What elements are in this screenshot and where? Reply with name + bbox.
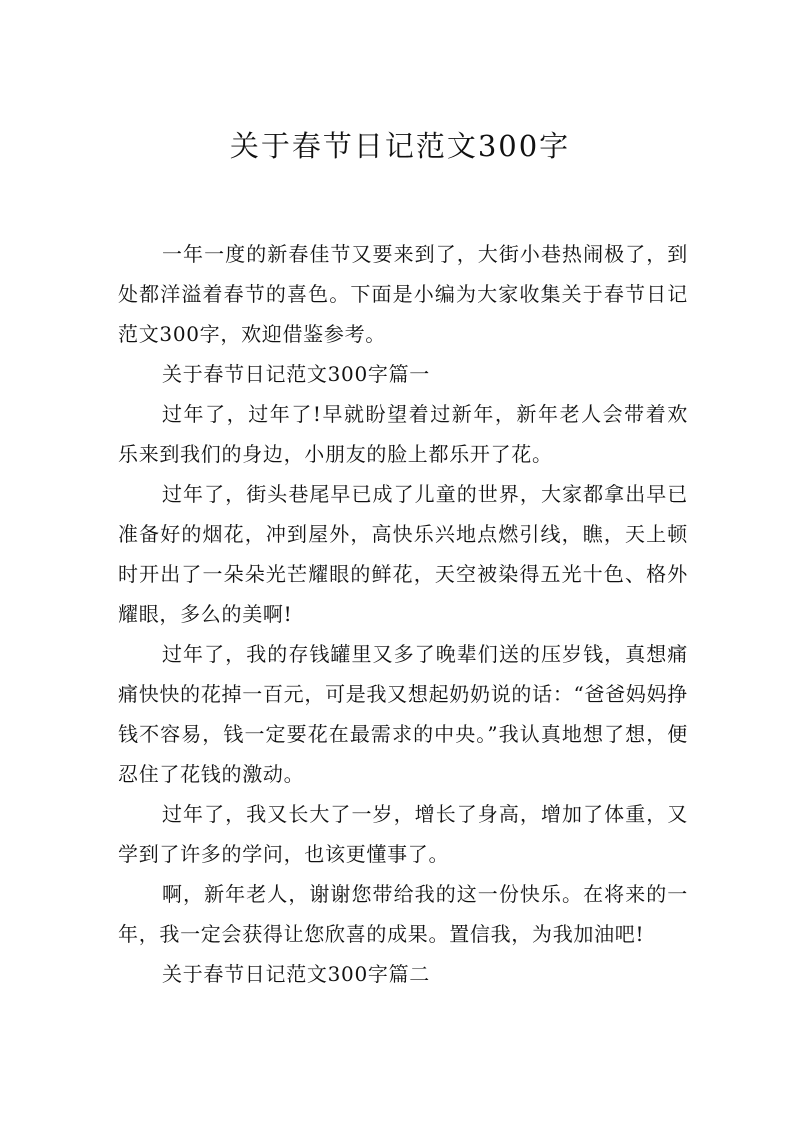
body-paragraph: 过年了，我的存钱罐里又多了晚辈们送的压岁钱，真想痛痛快快的花掉一百元，可是我又想起奶奶说的话：“爸爸妈妈挣钱不容易，钱一定要花在最需求的中央。”我认真地想了想，便忍住了花钱的激动。 [118, 642, 688, 786]
section-heading-2: 关于春节日记范文300字篇二 [162, 962, 430, 986]
document-title: 关于春节日记范文300字 [229, 129, 571, 163]
body-paragraph: 啊，新年老人，谢谢您带给我的这一份快乐。在将来的一年，我一定会获得让您欣喜的成果。置信我，为我加油吧! [118, 882, 688, 946]
section-heading-1: 关于春节日记范文300字篇一 [162, 362, 430, 386]
body-paragraph: 过年了，我又长大了一岁，增长了身高，增加了体重，又学到了许多的学问，也该更懂事了。 [118, 802, 688, 866]
document-body [118, 234, 688, 994]
body-paragraph: 过年了，过年了!早就盼望着过新年，新年老人会带着欢乐来到我们的身边，小朋友的脸上都乐开了花。 [118, 402, 688, 466]
intro-paragraph: 一年一度的新春佳节又要来到了，大街小巷热闹极了，到处都洋溢着春节的喜色。下面是小编为大家收集关于春节日记范文300字，欢迎借鉴参考。 [118, 242, 688, 346]
body-paragraph: 过年了，街头巷尾早已成了儿童的世界，大家都拿出早已准备好的烟花，冲到屋外，高快乐兴地点燃引线，瞧，天上顿时开出了一朵朵光芒耀眼的鲜花，天空被染得五光十色、格外耀眼，多么的美啊! [118, 482, 688, 626]
